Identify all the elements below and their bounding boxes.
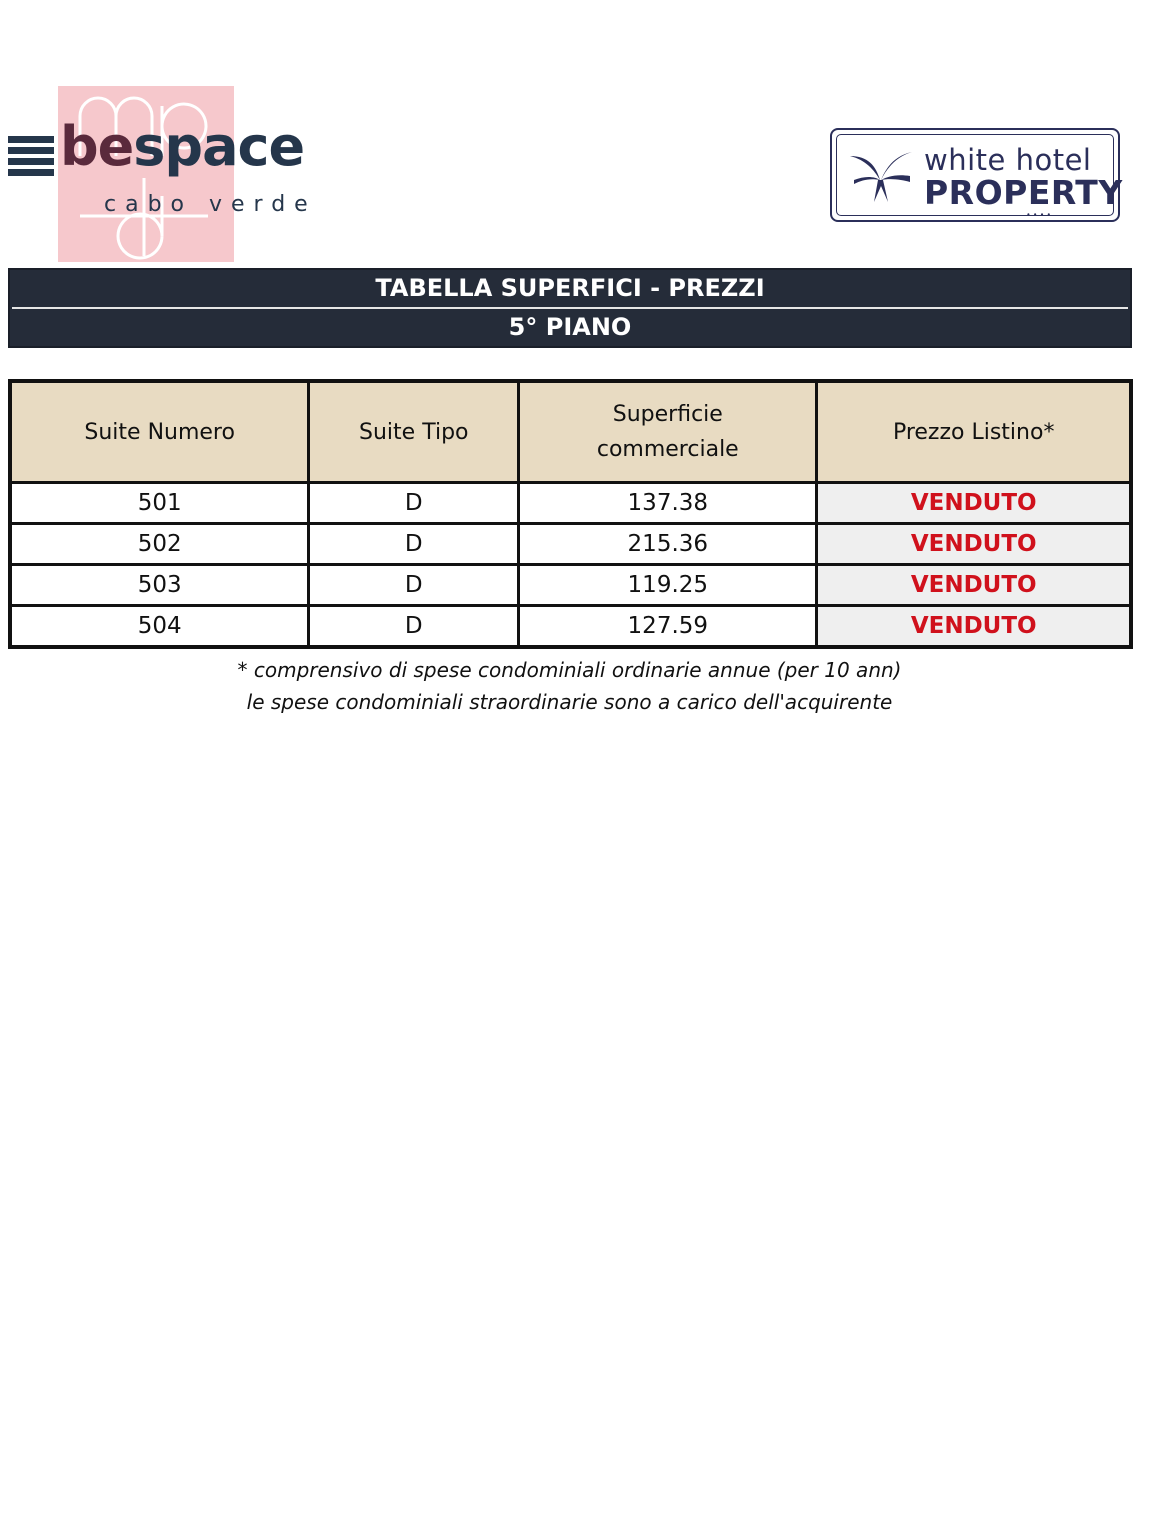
bars-icon <box>8 136 54 182</box>
header-suite-number: Suite Numero <box>10 381 309 483</box>
table-row <box>10 524 1131 565</box>
header-suite-type: Suite Tipo <box>309 381 519 483</box>
price-status: VENDUTO <box>817 565 1131 606</box>
suite-number: 502 <box>10 524 309 565</box>
price-status: VENDUTO <box>817 483 1131 524</box>
price-status: VENDUTO <box>817 524 1131 565</box>
suite-type: D <box>309 483 519 524</box>
table-row <box>10 565 1131 606</box>
bird-icon <box>848 146 914 206</box>
table-row <box>10 483 1131 524</box>
dots-icon: •••• <box>1027 210 1055 219</box>
suite-type: D <box>309 606 519 648</box>
surface: 137.38 <box>519 483 817 524</box>
table-header-row <box>10 381 1131 483</box>
suite-number: 501 <box>10 483 309 524</box>
white-hotel-property-logo <box>830 128 1123 222</box>
suite-number: 504 <box>10 606 309 648</box>
suite-number: 503 <box>10 565 309 606</box>
header-surface <box>519 381 817 483</box>
logo-text-line1: white hotel <box>924 143 1092 177</box>
footnote <box>0 654 1139 718</box>
brand-name: bespace <box>60 115 305 178</box>
surface: 119.25 <box>519 565 817 606</box>
surface: 215.36 <box>519 524 817 565</box>
bespace-logo <box>8 86 317 262</box>
brand-subtitle: cabo verde <box>104 192 317 217</box>
table-row <box>10 606 1131 648</box>
suite-type: D <box>309 565 519 606</box>
price-status: VENDUTO <box>817 606 1131 648</box>
logo-text-line2: PROPERTY <box>924 173 1123 212</box>
floor-title: 5° PIANO <box>508 313 632 341</box>
header-surface-label: Superficie commerciale <box>596 402 739 462</box>
page-title: TABELLA SUPERFICI - PREZZI <box>375 274 765 302</box>
suite-type: D <box>309 524 519 565</box>
footnote-line2: le spese condominiali straordinarie sono a carico dell'acquirente <box>246 690 893 714</box>
header-list-price: Prezzo Listino* <box>817 381 1131 483</box>
price-table <box>8 379 1133 649</box>
title-bar <box>8 268 1132 348</box>
surface: 127.59 <box>519 606 817 648</box>
footnote-line1: * comprensivo di spese condominiali ordinarie annue (per 10 ann) <box>237 658 902 682</box>
